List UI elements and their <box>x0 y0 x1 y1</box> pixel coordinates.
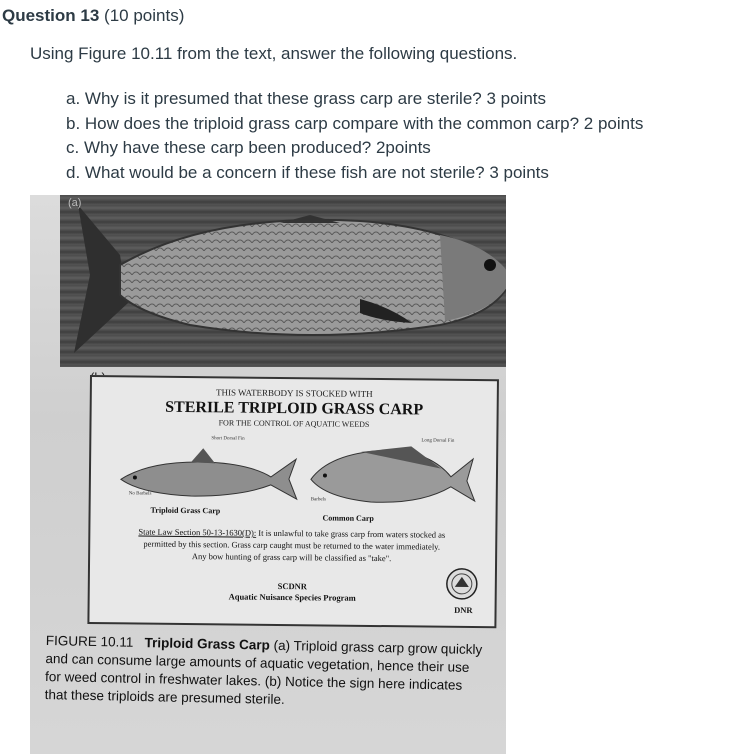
triploid-caption: Triploid Grass Carp <box>150 505 221 516</box>
question-item-a: a. Why is it presumed that these grass carp are sterile? 3 points <box>66 89 547 108</box>
question-item-c: c. Why have these carp been produced? 2points <box>66 138 431 157</box>
sign-line-2: STERILE TRIPLOID GRASS CARP <box>165 398 424 419</box>
short-dorsal-label: Short Dorsal Fin <box>211 436 245 442</box>
barbels-label: Barbels <box>310 497 327 503</box>
law-text <box>96 525 487 565</box>
sign-line-3: FOR THE CONTROL OF AQUATIC WEEDS <box>218 418 370 429</box>
common-carp-drawing <box>311 445 476 503</box>
carp-illustrations <box>111 439 482 505</box>
question-label: Question 13 <box>2 6 100 25</box>
law-reference: State Law Section 50-13-1630(D): <box>138 526 257 538</box>
figure-label-a: (a) <box>68 197 82 209</box>
question-list <box>66 87 643 185</box>
long-dorsal-label: Long Dorsal Fin <box>421 438 455 444</box>
question-points: (10 points) <box>104 6 185 25</box>
no-barbels-label: No Barbels <box>128 491 152 497</box>
question-intro: Using Figure 10.11 from the text, answer the following questions. <box>30 44 518 63</box>
sign-line-1: THIS WATERBODY IS STOCKED WITH <box>215 387 373 399</box>
grass-carp-photo <box>60 195 506 367</box>
common-carp-caption: Common Carp <box>322 513 374 523</box>
agency-block <box>90 579 495 605</box>
grass-carp-image <box>60 195 506 367</box>
dnr-seal-icon <box>445 567 479 601</box>
figure-caption-text: (a) Triploid grass carp grow quickly and can consume large amounts of aquatic vegetation, hence their use for weed control in freshwater lakes. (b) Notice the sign here indicates that these triploids are presumed sterile. <box>44 637 483 708</box>
question-header <box>2 6 184 26</box>
figure-number: FIGURE 10.11 <box>45 632 134 650</box>
warning-sign <box>87 375 499 628</box>
question-item-d: d. What would be a concern if these fish are not sterile? 3 points <box>66 162 549 182</box>
law-text-1: It is unlawful to take grass carp from waters stocked as <box>256 527 446 540</box>
agency-program: Aquatic Nuisance Species Program <box>228 591 356 603</box>
figure-photo <box>30 195 506 754</box>
question-item-b: b. How does the triploid grass carp compare with the common carp? 2 points <box>66 113 644 133</box>
law-text-3: Any bow hunting of grass carp will be classified as "take". <box>191 551 392 564</box>
dnr-label: DNR <box>454 604 473 616</box>
law-text-2: permitted by this section. Grass carp caught must be returned to the water immediately. <box>143 538 441 552</box>
agency-name: SCDNR <box>277 580 307 592</box>
figure-caption <box>44 632 485 713</box>
figure-title: Triploid Grass Carp <box>144 635 271 653</box>
